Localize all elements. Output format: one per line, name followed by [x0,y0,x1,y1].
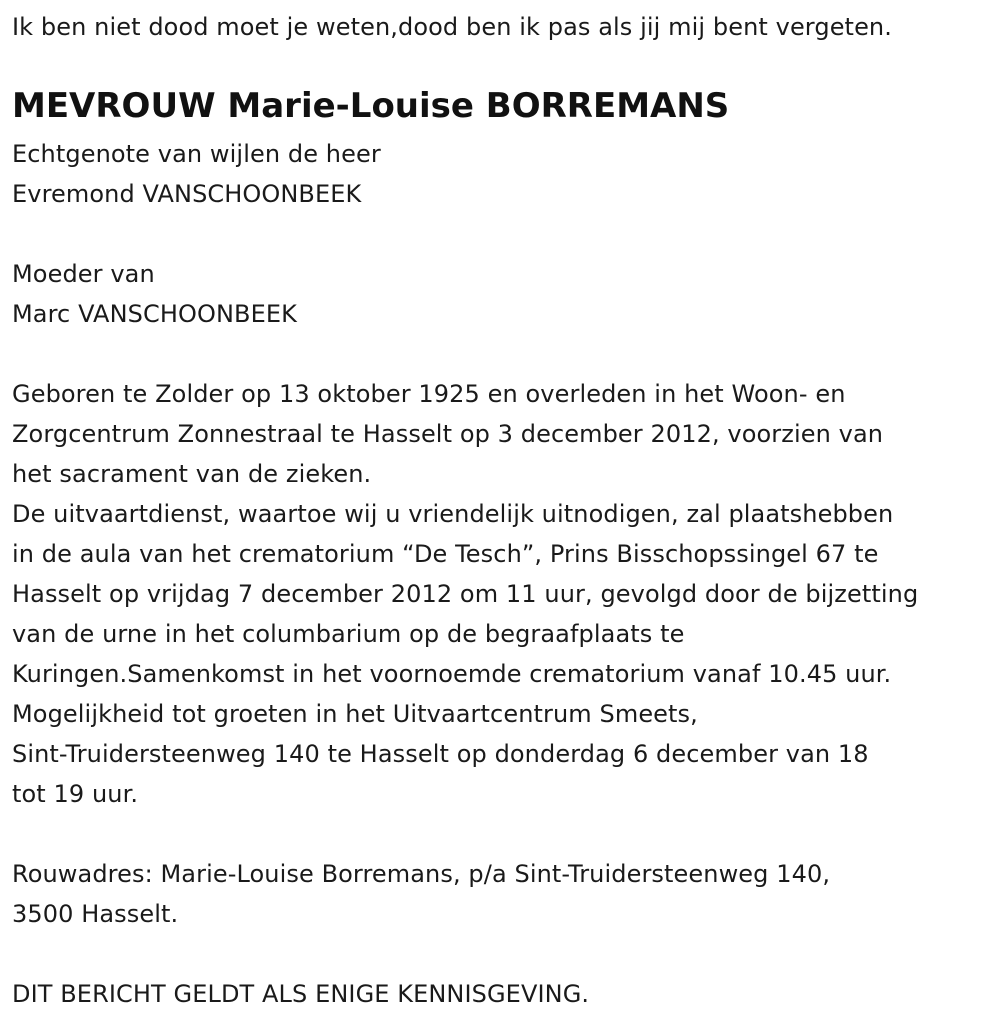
body-line: het sacrament van de zieken. [12,460,372,488]
body-line: in de aula van het crematorium “De Tesch”, Prins Bisschopssingel 67 te [12,540,879,568]
body-line: Kuringen.Samenkomst in het voornoemde crematorium vanaf 10.45 uur. [12,660,892,688]
body-line: tot 19 uur. [12,780,139,808]
quote: Ik ben niet dood moet je weten,dood ben ik pas als jij mij bent vergeten. [12,13,892,41]
body-line: De uitvaartdienst, waartoe wij u vriendelijk uitnodigen, zal plaatshebben [12,500,894,528]
child-name: Marc VANSCHOONBEEK [12,300,297,328]
spouse-line: Echtgenote van wijlen de heer [12,140,381,168]
address-line: Rouwadres: Marie-Louise Borremans, p/a Sint-Truidersteenweg 140, [12,860,831,888]
footer-notice: DIT BERICHT GELDT ALS ENIGE KENNISGEVING. [12,980,590,1008]
address-line: 3500 Hasselt. [12,900,179,928]
body-line: Zorgcentrum Zonnestraal te Hasselt op 3 december 2012, voorzien van [12,420,884,448]
body-line: Sint-Truidersteenweg 140 te Hasselt op donderdag 6 december van 18 [12,740,869,768]
children-line: Moeder van [12,260,155,288]
body-line: Geboren te Zolder op 13 oktober 1925 en overleden in het Woon- en [12,380,846,408]
spouse-name: Evremond VANSCHOONBEEK [12,180,362,208]
page-title: MEVROUW Marie-Louise BORREMANS [12,86,730,126]
body-line: Mogelijkheid tot groeten in het Uitvaartcentrum Smeets, [12,700,698,728]
body-line: Hasselt op vrijdag 7 december 2012 om 11 uur, gevolgd door de bijzetting [12,580,919,608]
body-line: van de urne in het columbarium op de begraafplaats te [12,620,685,648]
